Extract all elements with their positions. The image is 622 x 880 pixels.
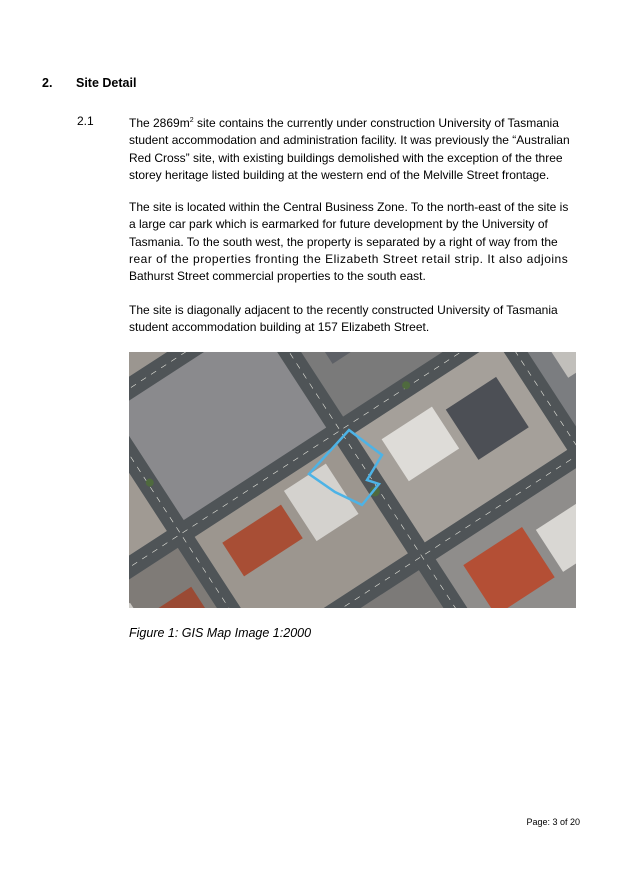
text-line: Bathurst Street commercial properties to the south east. [129,269,426,284]
text-line: The site is diagonally adjacent to the recently constructed University of Tasmania [129,303,558,317]
section-heading [42,76,136,90]
page-number: Page: 3 of 20 [526,817,580,827]
text-line: a large car park which is earmarked for future development by the University of [129,217,548,232]
section-title: Site Detail [76,76,137,90]
text-line: Red Cross” site, with existing buildings demolished with the exception of the three [129,150,563,165]
text-line [129,112,579,132]
text-line: student accommodation building at 157 Elizabeth Street. [129,320,430,335]
text-line: Tasmania. To the south west, the property is separated by a right of way from the [129,234,558,249]
paragraph-adjacent-building [129,302,579,337]
text-line: student accommodation and administration facility. It was previously the “Australian [129,133,570,148]
paragraph-site-description [129,112,579,184]
aerial-map [129,352,576,608]
text-run: The 2869m [129,116,190,130]
gis-map-image [129,352,576,608]
paragraph-zone-location [129,199,579,285]
paragraph-number: 2.1 [77,114,94,128]
text-line: storey heritage listed building at the western end of the Melville Street frontage. [129,167,550,182]
text-run: site contains the currently under construction University of Tasmania [193,116,559,130]
figure-caption: Figure 1: GIS Map Image 1:2000 [129,626,312,640]
superscript: 2 [189,117,194,124]
section-number: 2. [42,76,53,90]
text-line: The site is located within the Central Business Zone. To the north-east of the site is [129,200,569,214]
text-line: rear of the properties fronting the Elizabeth Street retail strip. It also adjoins [129,251,569,266]
